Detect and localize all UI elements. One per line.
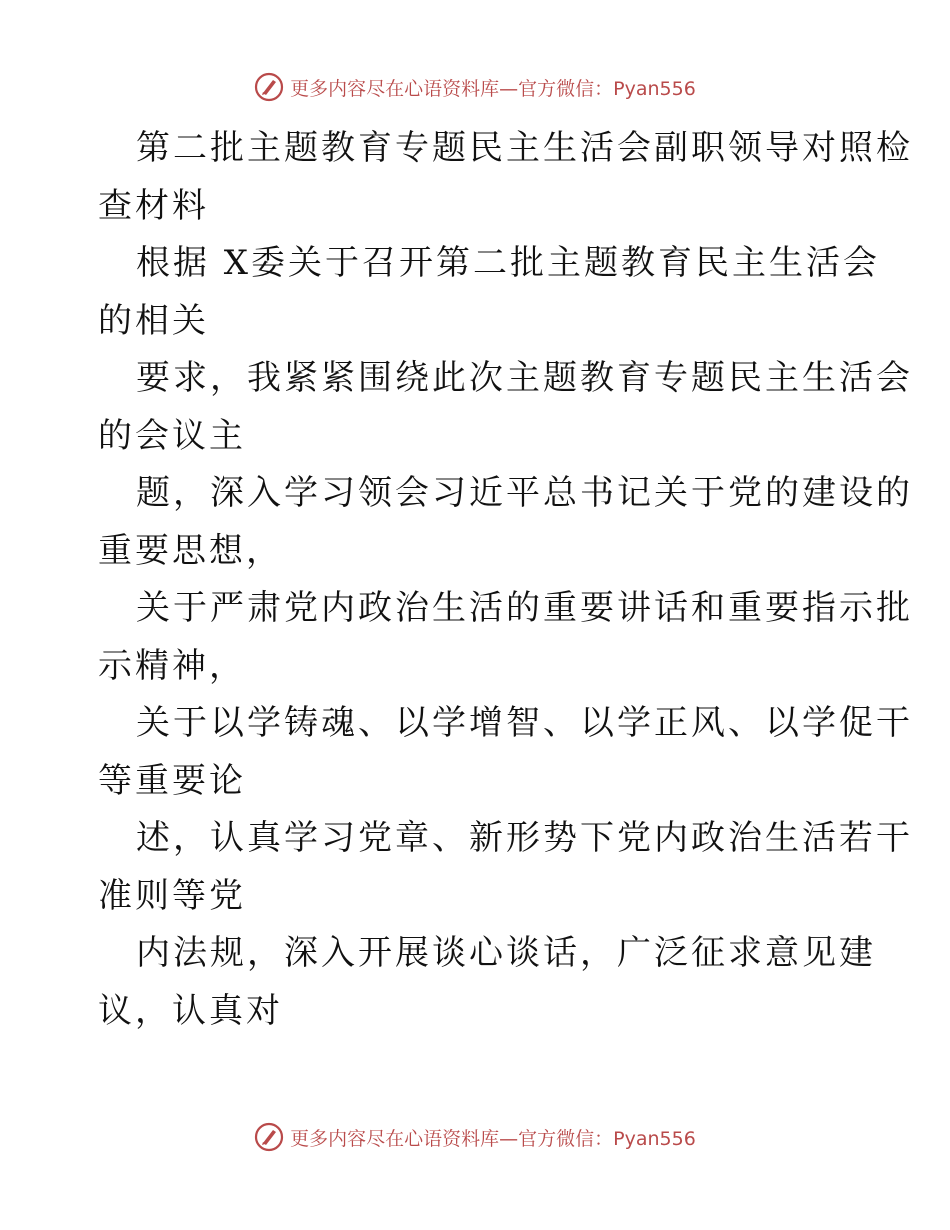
page-footer-banner: [0, 1122, 950, 1152]
page-header-banner: [0, 72, 950, 102]
text-line: 第二批主题教育专题民主生活会副职领导对照检: [136, 128, 913, 168]
header-banner-text: 更多内容尽在心语资料库—官方微信：Pyan556: [290, 77, 696, 100]
quill-pen-logo-icon: [254, 72, 284, 102]
text-line: 等重要论: [98, 760, 246, 801]
text-line: 关于以学铸魂、以学增智、以学正风、以学促干: [136, 703, 913, 743]
text-line: 述，认真学习党章、新形势下党内政治生活若干: [136, 818, 913, 858]
text-line: 关于严肃党内政治生活的重要讲话和重要指示批: [136, 588, 913, 628]
text-line: 重要思想，: [98, 530, 283, 571]
document-body: [98, 120, 913, 1040]
text-line: 内法规，深入开展谈心谈话，广泛征求意见建: [136, 933, 876, 973]
text-line: 议，认真对: [98, 990, 283, 1031]
text-line: 的会议主: [98, 415, 246, 456]
text-line: 题，深入学习领会习近平总书记关于党的建设的: [136, 473, 913, 513]
text-line: 要求，我紧紧围绕此次主题教育专题民主生活会: [136, 358, 913, 398]
text-line: 查材料: [98, 185, 209, 226]
text-line: 的相关: [98, 300, 209, 341]
quill-pen-logo-icon: [254, 1122, 284, 1152]
footer-banner-text: 更多内容尽在心语资料库—官方微信：Pyan556: [290, 1127, 696, 1150]
text-line: 根据 X委关于召开第二批主题教育民主生活会: [136, 243, 881, 283]
text-line: 示精神，: [98, 645, 246, 686]
text-line: 准则等党: [98, 875, 246, 916]
